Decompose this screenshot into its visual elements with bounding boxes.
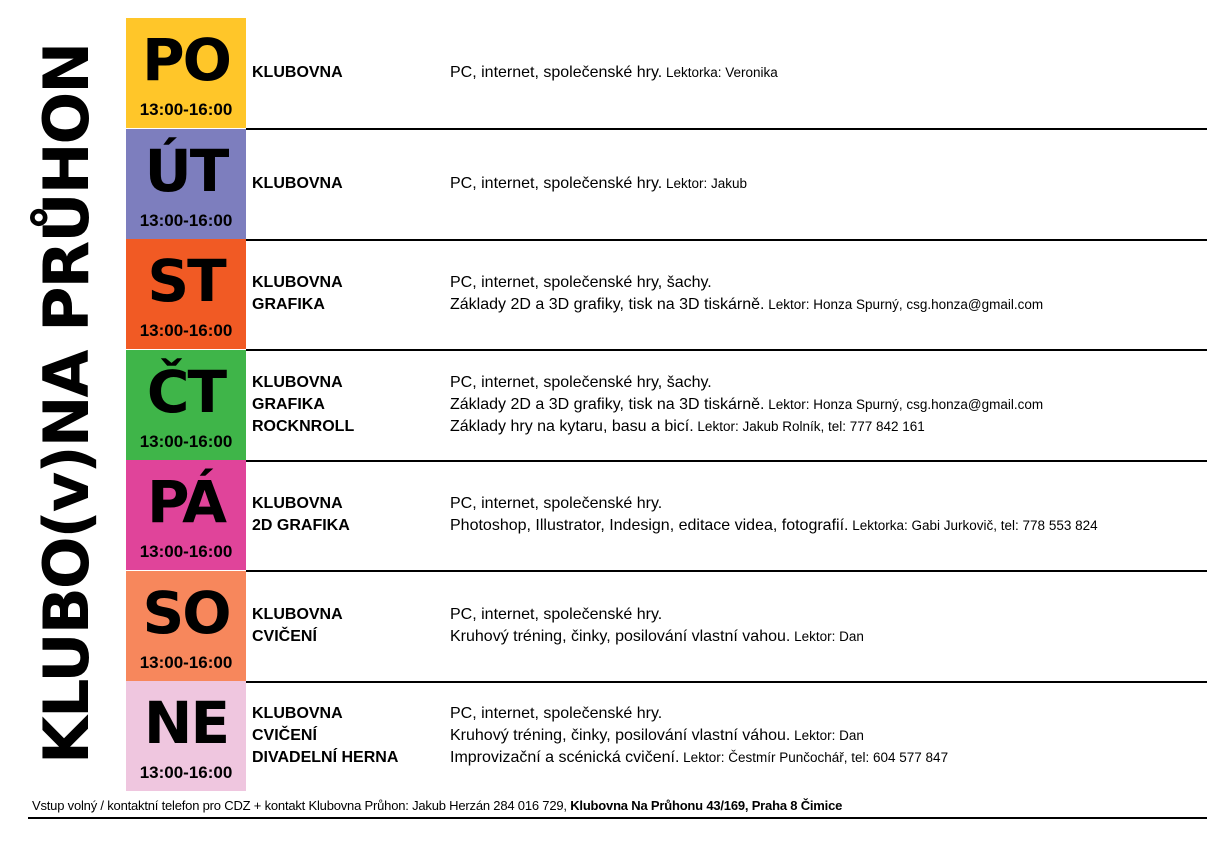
activity-lector: Lektor: Dan <box>790 728 864 743</box>
activity-description-text: PC, internet, společenské hry. <box>450 495 663 512</box>
activity-description-text: PC, internet, společenské hry. <box>450 64 663 81</box>
day-badge <box>126 350 246 460</box>
activity-description-text: PC, internet, společenské hry. <box>450 705 663 722</box>
activity-lector: Lektor: Dan <box>790 629 864 644</box>
activity-description <box>450 517 1098 535</box>
activity-list <box>252 350 1232 460</box>
activity-lector: Lektor: Honza Spurný, csg.honza@gmail.com <box>764 397 1044 412</box>
day-abbreviation: PO <box>142 26 230 94</box>
activity-name: CVIČENÍ <box>252 628 317 645</box>
activity-name: KLUBOVNA <box>252 606 343 623</box>
activity <box>252 493 1232 515</box>
activity-name: KLUBOVNA <box>252 64 343 81</box>
activity-name: CVIČENÍ <box>252 727 317 744</box>
day-badge <box>126 460 246 570</box>
day-badge <box>126 18 246 128</box>
activity-list <box>252 571 1232 681</box>
day-hours: 13:00-16:00 <box>139 763 233 782</box>
activity <box>252 604 1232 626</box>
activity-lector: Lektor: Čestmír Punčochář, tel: 604 577 847 <box>679 750 949 765</box>
activity-description-text: PC, internet, společenské hry, šachy. <box>450 374 712 391</box>
activity <box>252 272 1232 294</box>
activity-name: GRAFIKA <box>252 296 325 313</box>
activity-name: GRAFIKA <box>252 396 325 413</box>
activity <box>252 62 1232 84</box>
day-badge <box>126 571 246 681</box>
day-abbreviation: ČT <box>146 358 226 426</box>
day-row-2 <box>0 239 1232 349</box>
activity-list <box>252 239 1232 349</box>
activity <box>252 626 1232 648</box>
activity-description-text: PC, internet, společenské hry. <box>450 606 663 623</box>
activity-name: 2D GRAFIKA <box>252 517 350 534</box>
day-hours: 13:00-16:00 <box>139 100 233 119</box>
activity-description <box>450 727 864 745</box>
day-row-0 <box>0 18 1232 128</box>
activity-description <box>450 705 662 723</box>
activity-description-text: PC, internet, společenské hry. <box>450 175 663 192</box>
day-hours: 13:00-16:00 <box>139 432 233 451</box>
activity <box>252 747 1232 769</box>
activity-description-text: Základy hry na kytaru, basu a bicí. <box>450 418 694 435</box>
day-abbreviation: SO <box>142 579 230 647</box>
day-hours: 13:00-16:00 <box>139 542 233 561</box>
activity-name: KLUBOVNA <box>252 274 343 291</box>
activity <box>252 173 1232 195</box>
day-abbreviation: ST <box>147 247 225 315</box>
activity-description <box>450 628 864 646</box>
day-row-6 <box>0 681 1232 791</box>
day-badge <box>126 239 246 349</box>
activity-description <box>450 374 712 392</box>
activity-list <box>252 18 1232 128</box>
activity-description <box>450 749 948 767</box>
day-hours: 13:00-16:00 <box>139 211 233 230</box>
footer-address: Klubovna Na Průhonu 43/169, Praha 8 Čimice <box>570 798 843 813</box>
activity-description <box>450 606 662 624</box>
activity-name: ROCKNROLL <box>252 418 355 435</box>
activity <box>252 372 1232 394</box>
activity-description <box>450 175 747 193</box>
activity-lector: Lektor: Jakub <box>662 176 748 191</box>
activity-description-text: PC, internet, společenské hry, šachy. <box>450 274 712 291</box>
activity <box>252 515 1232 537</box>
day-row-1 <box>0 129 1232 239</box>
activity-name: KLUBOVNA <box>252 374 343 391</box>
day-abbreviation: ÚT <box>144 137 228 205</box>
day-row-5 <box>0 571 1232 681</box>
activity-description <box>450 396 1043 414</box>
activity-description <box>450 64 778 82</box>
activity-list <box>252 681 1232 791</box>
activity-lector: Lektor: Honza Spurný, csg.honza@gmail.com <box>764 297 1044 312</box>
day-abbreviation: PÁ <box>146 468 226 536</box>
day-abbreviation: NE <box>143 689 229 757</box>
activity-description-text: Základy 2D a 3D grafiky, tisk na 3D tiskárně. <box>450 296 765 313</box>
day-badge <box>126 129 246 239</box>
day-row-4 <box>0 460 1232 570</box>
day-row-3 <box>0 350 1232 460</box>
activity <box>252 703 1232 725</box>
activity-lector: Lektor: Jakub Rolník, tel: 777 842 161 <box>693 419 925 434</box>
activity-name: KLUBOVNA <box>252 175 343 192</box>
activity-name: DIVADELNÍ HERNA <box>252 749 399 766</box>
day-hours: 13:00-16:00 <box>139 653 233 672</box>
activity <box>252 416 1232 438</box>
activity <box>252 394 1232 416</box>
activity-description <box>450 296 1043 314</box>
activity-description-text: Improvizační a scénická cvičení. <box>450 749 680 766</box>
activity-description <box>450 495 662 513</box>
activity-name: KLUBOVNA <box>252 495 343 512</box>
activity <box>252 294 1232 316</box>
footer-text: Vstup volný / kontaktní telefon pro CDZ + kontakt Klubovna Průhon: Jakub Herzán 284 016 729, <box>32 798 571 813</box>
activity-name: KLUBOVNA <box>252 705 343 722</box>
activity-description-text: Photoshop, Illustrator, Indesign, editace videa, fotografií. <box>450 517 849 534</box>
activity-description <box>450 274 712 292</box>
activity-description <box>450 418 925 436</box>
activity-list <box>252 129 1232 239</box>
activity <box>252 725 1232 747</box>
activity-description-text: Základy 2D a 3D grafiky, tisk na 3D tiskárně. <box>450 396 765 413</box>
activity-description-text: Kruhový tréning, činky, posilování vlastní vahou. <box>450 628 791 645</box>
activity-description-text: Kruhový tréning, činky, posilování vlastní váhou. <box>450 727 791 744</box>
footer-divider <box>28 817 1207 819</box>
day-badge <box>126 681 246 791</box>
day-hours: 13:00-16:00 <box>139 321 233 340</box>
activity-lector: Lektorka: Gabi Jurkovič, tel: 778 553 824 <box>848 518 1098 533</box>
activity-list <box>252 460 1232 570</box>
poster-title-text: KLUBO(v)NA PRŮHON <box>30 43 103 765</box>
footer-contact <box>32 798 842 813</box>
activity-lector: Lektorka: Veronika <box>662 65 778 80</box>
